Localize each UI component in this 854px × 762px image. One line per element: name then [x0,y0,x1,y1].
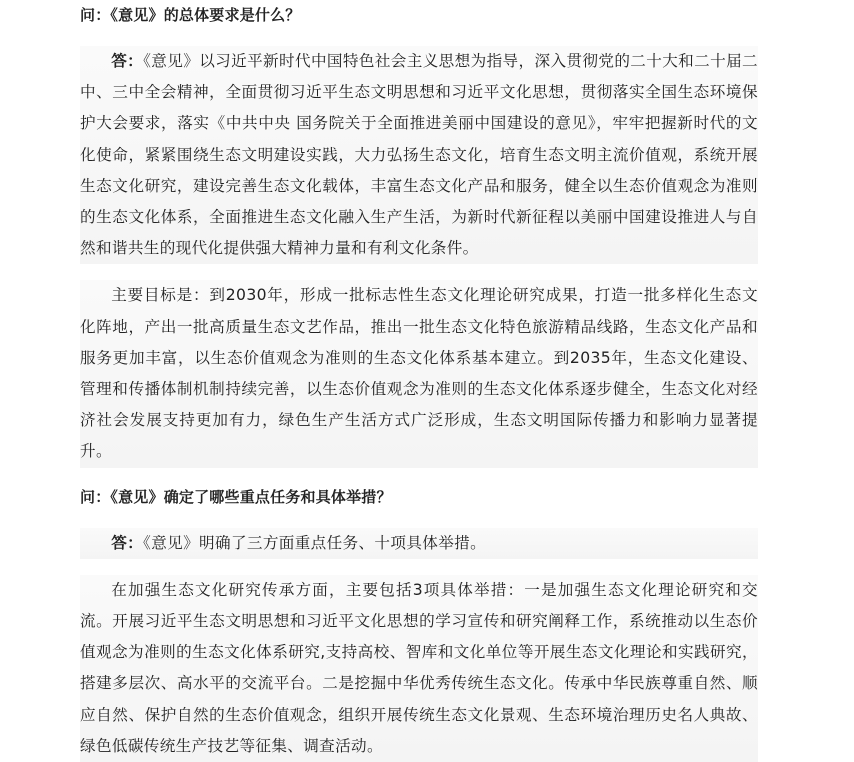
question-heading: 问：《意见》的总体要求是什么？ [80,6,301,24]
answer-block [80,575,758,762]
answer-lead: 答： [111,52,144,70]
answer-paragraph [80,46,758,264]
answer-paragraph [80,575,758,762]
question-block [80,0,758,30]
answer-paragraph [80,280,758,467]
answer-lead: 答： [111,533,144,552]
answer-text: 主要目标是：到2030年，形成一批标志性生态文化理论研究成果，打造一批多样化生态文化阵地，产出一批高质量生态文艺作品，推出一批生态文化特色旅游精品线路，生态文化产品和服务更加丰富，以生态价值观念为准则的生态文化体系基本建立。到2035年，生态文化建设、管理和传播体制机制持续完善，以生态价值观念为准则的生态文化体系逐步健全，生态文化对经济社会发展支持更加有力，绿色生产生活方式广泛形成，生态文明国际传播力和影响力显著提升。 [80,286,758,461]
answer-paragraph [80,528,758,559]
question-heading: 问：《意见》确定了哪些重点任务和具体举措？ [80,487,392,506]
answer-text: 《意见》明确了三方面重点任务、十项具体举措。 [143,533,487,552]
question-block [80,482,758,512]
answer-text: 在加强生态文化研究传承方面，主要包括3项具体举措：一是加强生态文化理论研究和交流。开展习近平生态文明思想和习近平文化思想的学习宣传和研究阐释工作，系统推动以生态价值观念为准则的生态文化体系研究,支持高校、智库和文化单位等开展生态文化理论和实践研究，搭建多层次、高水平的交流平台。二是挖掘中华优秀传统生态文化。传承中华民族尊重自然、顺应自然、保护自然的生态价值观念，组织开展传统生态文化景观、生态环境治理历史名人典故、绿色低碳传统生产技艺等征集、调查活动。 [80,580,758,755]
answer-block [80,46,758,264]
answer-block [80,528,758,559]
answer-text: 《意见》以习近平新时代中国特色社会主义思想为指导，深入贯彻党的二十大和二十届二中、三中全会精神，全面贯彻习近平生态文明思想和习近平文化思想，贯彻落实全国生态环境保护大会要求，落实《中共中央 国务院关于全面推进美丽中国建设的意见》，牢牢把握新时代的文化使命，紧紧围绕生态文明建设实践，大力弘扬生态文化，培育生态文明主流价值观，系统开展生态文化研究，建设完善生态文化载体，丰富生态文化产品和服务，健全以生态价值观念为准则的生态文化体系，全面推进生态文化融入生产生活，为新时代新征程以美丽中国建设推进人与自然和谐共生的现代化提供强大精神力量和有利文化条件。 [80,52,758,258]
answer-block [80,280,758,467]
article [80,0,758,762]
